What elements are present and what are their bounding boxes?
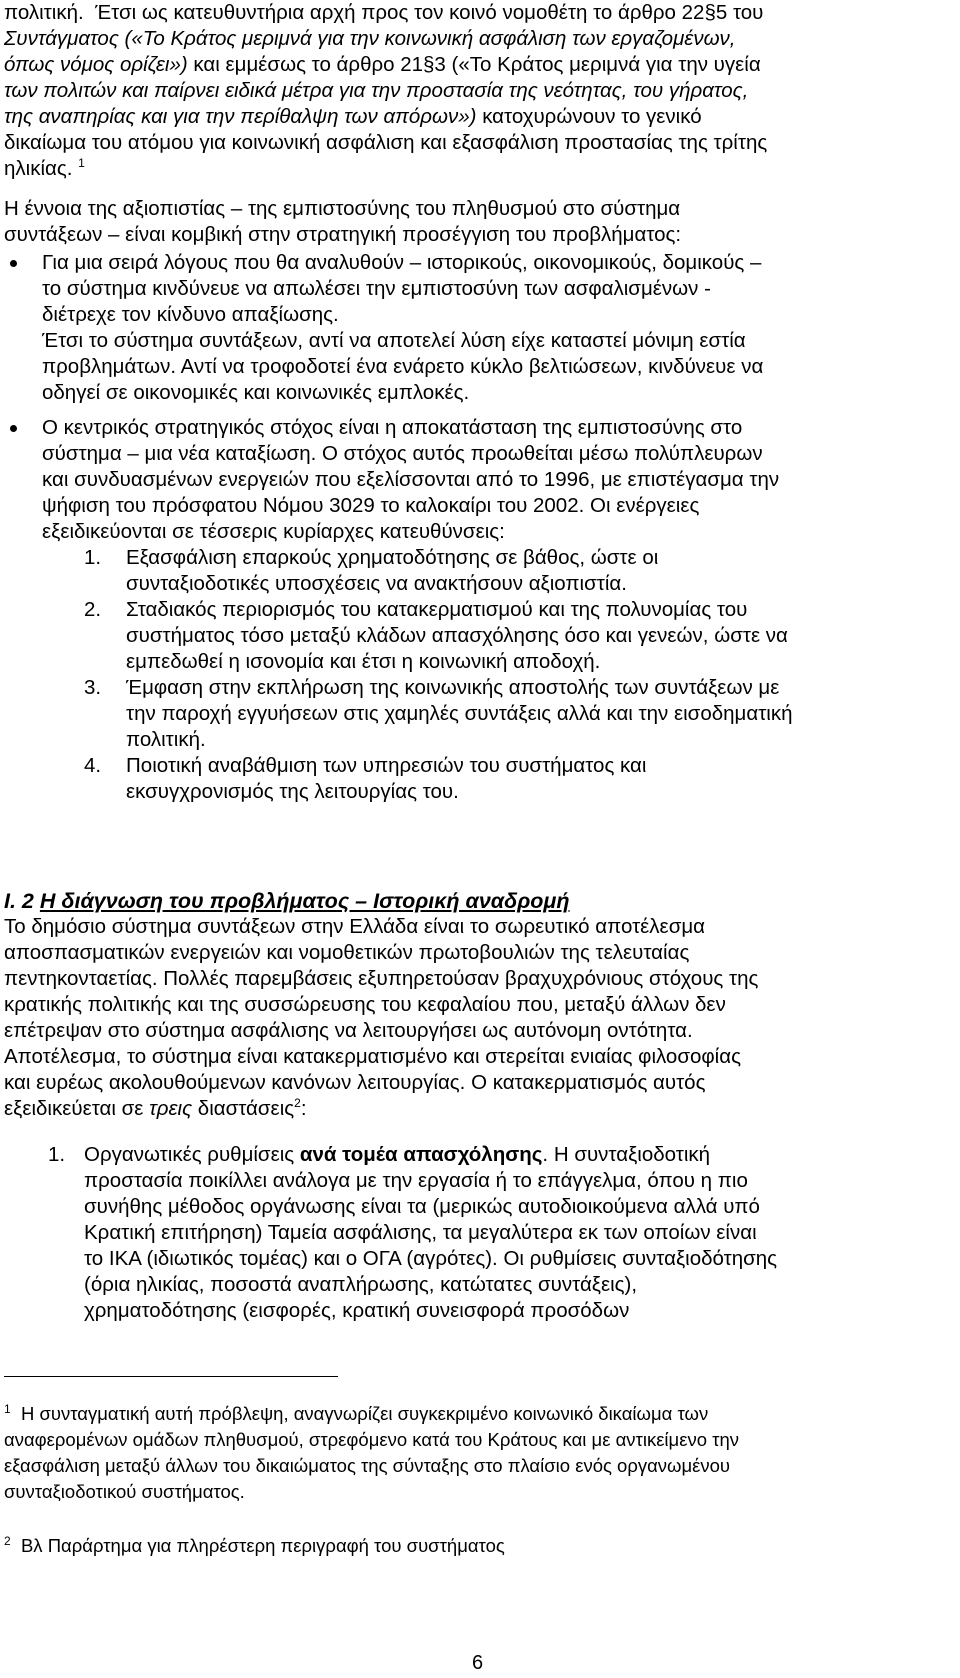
direction-2-number: 2. xyxy=(84,598,102,621)
direction-1-line-1: Εξασφάλιση επαρκούς χρηματοδότησης σε βάθος, ώστε οι xyxy=(126,546,659,569)
page-number: 6 xyxy=(472,1652,484,1674)
diagnosis-line-6: Αποτέλεσμα, το σύστημα είναι κατακερματισμένο και στερείται ενιαίας φιλοσοφίας xyxy=(4,1045,741,1068)
dimension-1-line-3: συνήθης μέθοδος οργάνωσης είναι τα (μερικώς αυτοδιοικούμενα αλλά υπό xyxy=(84,1195,760,1218)
bullet1-line-2: το σύστημα κινδύνευε να απωλέσει την εμπιστοσύνη των ασφαλισμένων - xyxy=(42,277,711,300)
trust-line-1: Η έννοια της αξιοπιστίας – της εμπιστοσύνης του πληθυσμού στο σύστημα xyxy=(4,197,681,220)
intro-line-5: της αναπηρίας και για την περίθαλψη των απόρων») κατοχυρώνουν το γενικό xyxy=(4,105,702,128)
direction-4-number: 4. xyxy=(84,754,102,777)
diagnosis-line-4: κρατικής πολιτικής και της συσσώρευσης του κεφαλαίου που, μεταξύ άλλων δεν xyxy=(4,993,726,1016)
direction-3-line-2: την παροχή εγγυήσεων στις χαμηλές συντάξεις αλλά και την εισοδηματική xyxy=(126,702,793,725)
bullet2-line-1: Ο κεντρικός στρατηγικός στόχος είναι η αποκατάσταση της εμπιστοσύνης στο xyxy=(42,416,743,439)
dimension-1-line-7: χρηματοδότησης (εισφορές, κρατική συνεισφορά προσόδων xyxy=(84,1299,630,1322)
intro-line-6: δικαίωμα του ατόμου για κοινωνική ασφάλιση και εξασφάλιση προστασίας της τρίτης xyxy=(4,131,768,154)
footnote-1-line-2: αναφερομένων ομάδων πληθυσμού, στρεφόμενο κατά του Κράτους και με αντικείμενο την xyxy=(4,1429,739,1450)
direction-3-line-3: πολιτική. xyxy=(126,728,206,751)
footnote-1-line-1: $^1$ Η συνταγματική αυτή πρόβλεψη, αναγνωρίζει συγκεκριμένο κοινωνικό δικαίωμα των xyxy=(4,1401,709,1424)
footnote-2-number: 2 xyxy=(4,1533,11,1548)
direction-4-line-2: εκσυγχρονισμός της λειτουργίας του. xyxy=(126,780,459,803)
bullet1-line-5: προβλημάτων. Αντί να τροφοδοτεί ένα ενάρετο κύκλο βελτιώσεων, κινδύνευε να xyxy=(42,355,764,378)
bullet1-line-4: Έτσι το σύστημα συντάξεων, αντί να αποτελεί λύση είχε καταστεί μόνιμη εστία xyxy=(42,329,746,352)
footnote-2: $^2$ Βλ Παράρτημα για πληρέστερη περιγραφή του συστήματος xyxy=(4,1533,505,1556)
intro-line-7: ηλικίας. $^1$ xyxy=(4,156,85,180)
dimension-1-line-5: το ΙΚΑ (ιδιωτικός τομέας) και ο ΟΓΑ (αγρότες). Οι ρυθμίσεις συνταξιοδότησης xyxy=(84,1247,778,1270)
diagnosis-line-5: επέτρεψαν στο σύστημα ασφάλισης να λειτουργήσει ως αυτόνομη οντότητα. xyxy=(4,1019,693,1042)
diagnosis-line-7: και ευρέως ακολουθούμενων κανόνων λειτουργίας. Ο κατακερματισμός αυτός xyxy=(4,1071,706,1094)
direction-3-line-1: Έμφαση στην εκπλήρωση της κοινωνικής αποστολής των συντάξεων με xyxy=(126,676,780,699)
bullet2-line-4: ψήφιση του πρόσφατου Νόμου 3029 το καλοκαίρι του 2002. Οι ενέργειες xyxy=(42,494,700,517)
direction-2-line-3: εμπεδωθεί η ισονομία και έτσι η κοινωνική αποδοχή. xyxy=(126,650,601,673)
section-title: Η διάγνωση του προβλήματος – Ιστορική αναδρομή xyxy=(39,889,570,913)
direction-2-line-2: συστήματος τόσο μεταξύ κλάδων απασχόλησης όσο και γενεών, ώστε να xyxy=(126,624,788,647)
trust-line-2: συντάξεων – είναι κομβική στην στρατηγική προσέγγιση του προβλήματος: xyxy=(4,223,682,246)
footnote-1-line-4: συνταξιοδοτικού συστήματος. xyxy=(4,1481,245,1502)
footnote-separator xyxy=(4,1376,338,1377)
intro-line-4: των πολιτών και παίρνει ειδικά μέτρα για την προστασία της νεότητας, του γήρατος, xyxy=(4,79,749,102)
dimension-1-line-1: Οργανωτικές ρυθμίσεις ανά τομέα απασχόλησης. Η συνταξιοδοτική xyxy=(84,1143,711,1166)
dimension-1-line-6: (όρια ηλικίας, ποσοστά αναπλήρωσης, κατώτατες συντάξεις), xyxy=(84,1273,638,1296)
dimension-1-number: 1. xyxy=(48,1143,66,1166)
section-heading xyxy=(4,888,570,914)
bullet1-line-6: οδηγεί σε οικονομικές και κοινωνικές εμπλοκές. xyxy=(42,381,470,404)
intro-line-2: Συντάγματος («Το Κράτος μεριμνά για την κοινωνική ασφάλιση των εργαζομένων, xyxy=(4,27,736,50)
bullet-icon xyxy=(10,425,17,432)
footnote-ref-1: 1 xyxy=(78,156,85,171)
bullet2-line-2: σύστημα – μια νέα καταξίωση. Ο στόχος αυτός προωθείται μέσω πολύπλευρων xyxy=(42,442,763,465)
diagnosis-line-3: πεντηκονταετίας. Πολλές παρεμβάσεις εξυπηρετούσαν βραχυχρόνιους στόχους της xyxy=(4,967,759,990)
section-number: Ι. 2 xyxy=(4,889,34,913)
direction-4-line-1: Ποιοτική αναβάθμιση των υπηρεσιών του συστήματος και xyxy=(126,754,647,777)
diagnosis-line-2: αποσπασματικών ενεργειών και νομοθετικών πρωτοβουλιών της τελευταίας xyxy=(4,941,690,964)
bullet1-line-1: Για μια σειρά λόγους που θα αναλυθούν – ιστορικούς, οικονομικούς, δομικούς – xyxy=(42,251,762,274)
direction-3-number: 3. xyxy=(84,676,102,699)
footnote-1-line-3: εξασφάλιση μεταξύ άλλων του δικαιώματος της σύνταξης στο πλαίσιο ενός οργανωμένου xyxy=(4,1455,731,1476)
bullet-icon xyxy=(10,260,17,267)
direction-2-line-1: Σταδιακός περιορισμός του κατακερματισμού και της πολυνομίας του xyxy=(126,598,748,621)
bullet2-line-5: εξειδικεύονται σε τέσσερις κυρίαρχες κατευθύνσεις: xyxy=(42,520,505,543)
diagnosis-line-1: Το δημόσιο σύστημα συντάξεων στην Ελλάδα είναι το σωρευτικό αποτέλεσμα xyxy=(4,915,706,938)
footnote-1-number: 1 xyxy=(4,1401,11,1416)
footnote-ref-2: 2 xyxy=(294,1096,301,1111)
dimension-1-line-2: προστασία ποικίλλει ανάλογα με την εργασία ή το επάγγελμα, όπου η πιο xyxy=(84,1169,748,1192)
diagnosis-line-8: εξειδικεύεται σε τρεις διαστάσεις$^2$: xyxy=(4,1096,307,1120)
intro-line-1: πολιτική. Έτσι ως κατευθυντήρια αρχή προς τον κοινό νομοθέτη το άρθρο 22§5 του xyxy=(4,1,764,24)
bullet1-line-3: διέτρεχε τον κίνδυνο απαξίωσης. xyxy=(42,303,339,326)
intro-line-3: όπως νόμος ορίζει») και εμμέσως το άρθρο 21§3 («Το Κράτος μεριμνά για την υγεία xyxy=(4,53,761,76)
dimension-1-line-4: Κρατική επιτήρηση) Ταμεία ασφάλισης, τα μεγαλύτερα εκ των οποίων είναι xyxy=(84,1221,757,1244)
direction-1-number: 1. xyxy=(84,546,102,569)
bullet2-line-3: και συνδυασμένων ενεργειών που εξελίσσονται από το 1996, με επιστέγασμα την xyxy=(42,468,780,491)
direction-1-line-2: συνταξιοδοτικές υποσχέσεις να ανακτήσουν αξιοπιστία. xyxy=(126,572,627,595)
